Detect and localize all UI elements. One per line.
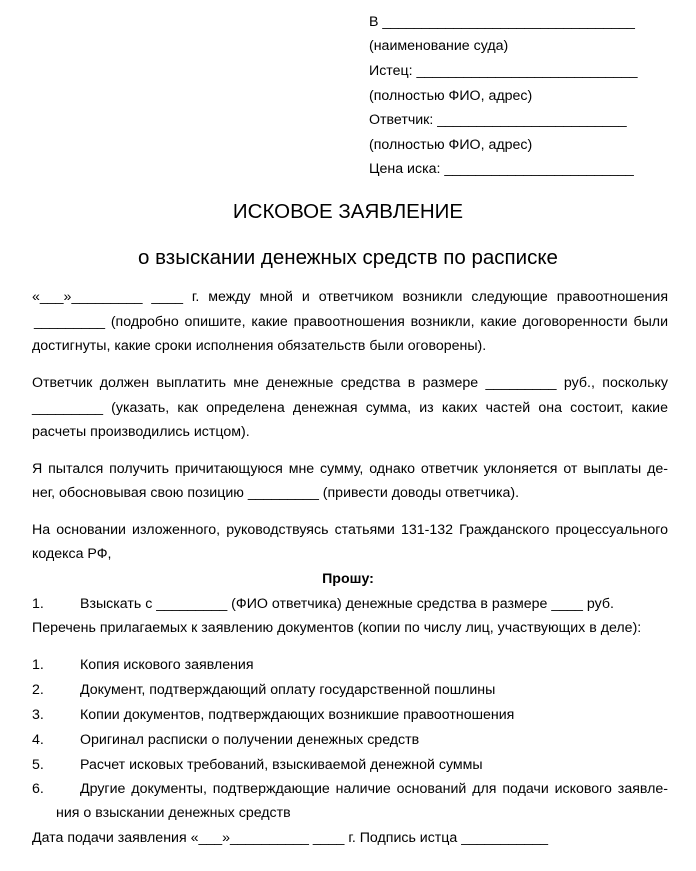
court-line: В ________________________________ [369,14,635,30]
document-title: ИСКОВОЕ ЗАЯВЛЕНИЕ [232,200,464,223]
plaintiff-hint: (полностью ФИО, адрес) [369,88,533,104]
paragraph-1-line: _________ (подробно опишите, какие правоотношения возникли, какие договоренности были [34,314,668,330]
paragraph-2-line: Ответчик должен выплатить мне денежные средства в размере _________ руб., поскольку [32,375,668,391]
plaintiff-line: Истец: ____________________________ [369,63,638,79]
request-item-number: 1. [32,596,44,612]
attachment-text: Расчет исковых требований, взыскиваемой денежной суммы [80,757,483,773]
attachment-text: Другие документы, подтверждающие наличие оснований для подачи искового заявле- [80,781,668,797]
defendant-hint: (полностью ФИО, адрес) [369,137,533,153]
paragraph-2-line: расчеты производились истцом). [32,424,250,440]
attachment-number: 2. [32,682,44,698]
attachment-number: 1. [32,657,44,673]
attachment-number: 4. [32,732,44,748]
attachment-text: Оригинал расписки о получении денежных средств [80,732,420,748]
document-subtitle: о взыскании денежных средств по расписке [138,246,558,269]
claim-price-line: Цена иска: ________________________ [369,161,634,177]
attachment-text: Документ, подтверждающий оплату государственной пошлины [80,682,496,698]
paragraph-1-line: «___»_________ ____ г. между мной и ответчиком возникли следующие правоотношения [32,289,668,305]
filing-date-signature-line: Дата подачи заявления «___»__________ ____ г. Подпись истца ___________ [32,830,549,846]
attachment-text: Копия искового заявления [80,657,254,673]
attachment-number: 6. [32,781,44,797]
paragraph-4-line: На основании изложенного, руководствуясь статьями 131-132 Гражданского процессуального [32,522,668,538]
attachment-text: Копии документов, подтверждающих возникшие правоотношения [80,707,515,723]
attachment-text-continuation: ния о взыскании денежных средств [56,805,291,821]
paragraph-2-line: _________ (указать, как определена денежная сумма, из каких частей она состоит, какие [32,400,668,416]
attachments-heading: Перечень прилагаемых к заявлению документов (копии по числу лиц, участвующих в деле): [32,620,642,636]
court-hint: (наименование суда) [369,38,509,54]
request-heading: Прошу: [322,571,374,587]
paragraph-3-line: нег, обосновывая свою позицию _________ (привести доводы ответчика). [32,485,520,501]
defendant-line: Ответчик: ________________________ [369,112,627,128]
request-item-text: Взыскать с _________ (ФИО ответчика) денежные средства в размере ____ руб. [80,596,614,612]
attachment-number: 5. [32,757,44,773]
paragraph-4-line: кодекса РФ, [32,546,112,562]
attachment-number: 3. [32,707,44,723]
paragraph-3-line: Я пытался получить причитающуюся мне сумму, однако ответчик уклоняется от выплаты де- [32,461,668,477]
paragraph-1-line: достигнуты, какие сроки исполнения обязательств были оговорены). [32,338,487,354]
